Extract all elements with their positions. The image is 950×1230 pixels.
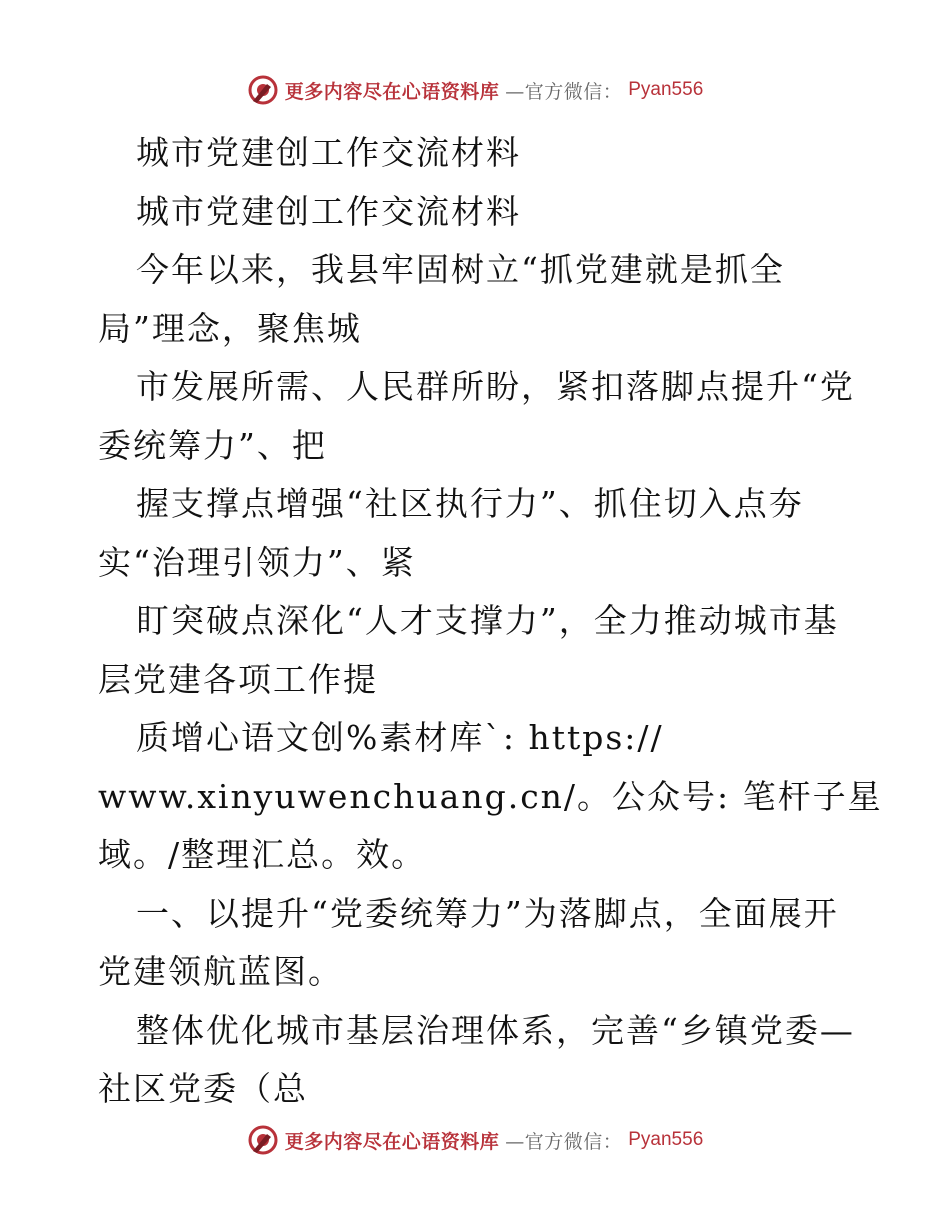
paragraph-line: 域。/整理汇总。效。 bbox=[98, 835, 427, 874]
footer-banner bbox=[0, 1120, 950, 1160]
paragraph-line: 社区党委（总 bbox=[98, 1069, 308, 1108]
paragraph-line: 局”理念，聚焦城 bbox=[98, 308, 362, 348]
doc-title-line: 城市党建创工作交流材料 bbox=[136, 133, 521, 172]
header-banner bbox=[0, 70, 950, 110]
document-body bbox=[98, 124, 883, 1119]
banner-title: 更多内容尽在心语资料库 bbox=[284, 1130, 500, 1153]
paragraph-line: 盯突破点深化“人才支撑力”，全力推动城市基 bbox=[136, 601, 839, 640]
pen-circle-logo-icon bbox=[247, 74, 279, 106]
banner-separator: —官方微信： bbox=[505, 1130, 623, 1153]
paragraph-line: 委统筹力”、把 bbox=[98, 425, 327, 465]
paragraph-line: 握支撑点增强“社区执行力”、抓住切入点夯 bbox=[136, 484, 804, 523]
paragraph-line: 市发展所需、人民群所盼，紧扣落脚点提升“党 bbox=[136, 367, 855, 406]
banner-title: 更多内容尽在心语资料库 bbox=[284, 80, 500, 103]
section-heading-line: 党建领航蓝图。 bbox=[98, 952, 343, 991]
banner-separator: —官方微信： bbox=[505, 80, 623, 103]
paragraph-line: 实“治理引领力”、紧 bbox=[98, 542, 416, 582]
paragraph-line: 今年以来，我县牢固树立“抓党建就是抓全 bbox=[136, 250, 785, 289]
paragraph-line: 质增心语文创%素材库`: https:// bbox=[136, 718, 664, 757]
banner-wechat-id: Pyan556 bbox=[628, 1129, 704, 1150]
paragraph-line: 整体优化城市基层治理体系，完善“乡镇党委— bbox=[136, 1010, 855, 1050]
doc-title-line: 城市党建创工作交流材料 bbox=[136, 191, 521, 231]
paragraph-line: 层党建各项工作提 bbox=[98, 659, 378, 699]
section-heading-line: 一、以提升“党委统筹力”为落脚点，全面展开 bbox=[136, 893, 839, 933]
banner-wechat-id: Pyan556 bbox=[628, 79, 704, 100]
pen-circle-logo-icon bbox=[247, 1124, 279, 1156]
paragraph-line: www.xinyuwenchuang.cn/。公众号: 笔杆子星 bbox=[98, 776, 883, 816]
